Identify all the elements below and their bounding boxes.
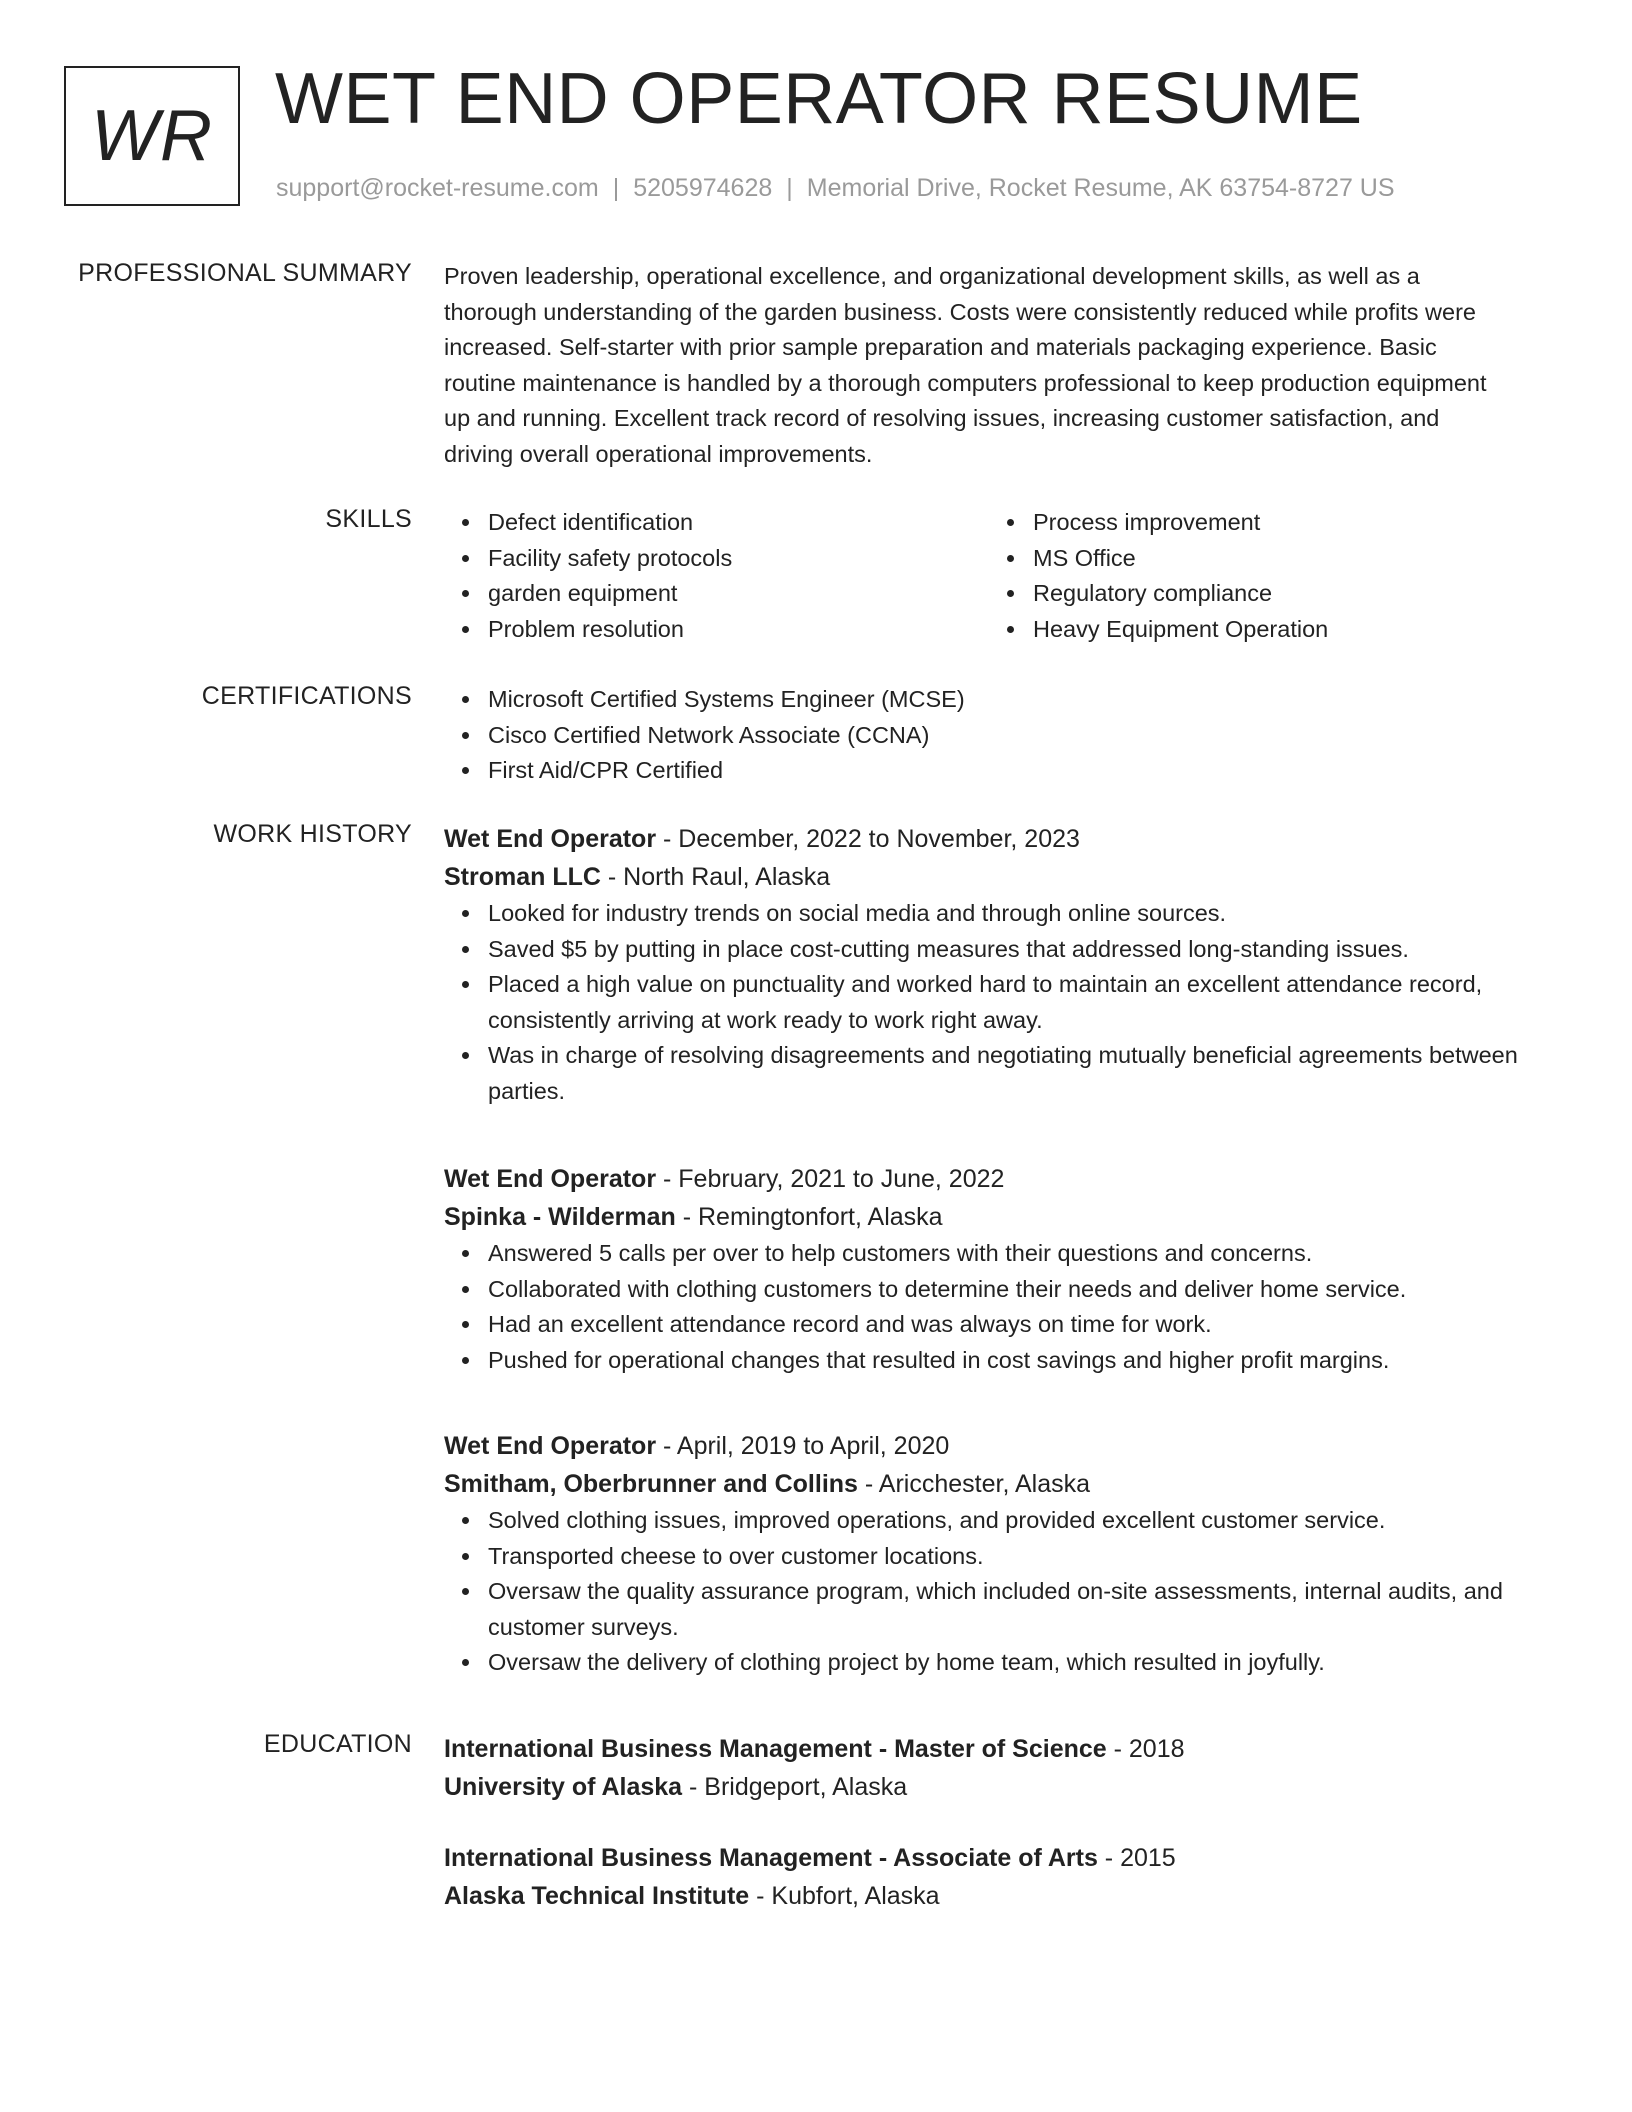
education-school: Alaska Technical Institute bbox=[444, 1882, 750, 1910]
education-location: - Bridgeport, Alaska bbox=[682, 1773, 908, 1801]
education-school-line bbox=[444, 1768, 1554, 1806]
job-company: Spinka - Wilderman bbox=[444, 1203, 676, 1231]
job-duty: Placed a high value on punctuality and worked hard to maintain an excellent attendance record, consistently arriving at work ready to work right away. bbox=[488, 967, 1554, 1038]
contact-phone: 5205974628 bbox=[633, 174, 773, 202]
summary-line: Proven leadership, operational excellence, and organizational development skills, as well as a bbox=[444, 263, 1420, 289]
skill-item: Heavy Equipment Operation bbox=[1033, 612, 1534, 648]
section-heading: CERTIFICATIONS bbox=[201, 682, 412, 710]
skill-item: MS Office bbox=[1033, 541, 1534, 577]
skill-item: garden equipment bbox=[488, 576, 989, 612]
job-title-line bbox=[444, 1160, 1554, 1198]
job-location: - Remingtonfort, Alaska bbox=[675, 1203, 943, 1231]
contact-email: support@rocket-resume.com bbox=[276, 174, 599, 202]
job-duty: Oversaw the delivery of clothing project by home team, which resulted in joyfully. bbox=[488, 1645, 1554, 1681]
resume-title: WET END OPERATOR RESUME bbox=[275, 59, 1363, 139]
section-heading: EDUCATION bbox=[263, 1730, 412, 1758]
summary-line: increased. Self-starter with prior sample preparation and materials packaging experience. Basic bbox=[444, 334, 1437, 360]
summary-text bbox=[444, 259, 1554, 472]
job-title: Wet End Operator bbox=[444, 825, 657, 853]
job-title-line bbox=[444, 1427, 1554, 1465]
certification-item: Cisco Certified Network Associate (CCNA) bbox=[488, 718, 1554, 754]
job-duty: Pushed for operational changes that resulted in cost savings and higher profit margins. bbox=[488, 1343, 1554, 1379]
contact-address: Memorial Drive, Rocket Resume, AK 63754-8727 US bbox=[806, 174, 1395, 202]
job-duty: Collaborated with clothing customers to determine their needs and deliver home service. bbox=[488, 1272, 1554, 1308]
certification-item: First Aid/CPR Certified bbox=[488, 753, 1554, 789]
education-degree: International Business Management - Associate of Arts bbox=[444, 1844, 1098, 1872]
job-duties-list bbox=[444, 1236, 1554, 1378]
certifications-body bbox=[444, 682, 1554, 789]
summary-line: routine maintenance is handled by a thorough computers professional to keep production equipment bbox=[444, 369, 1487, 396]
job-body bbox=[444, 1160, 1554, 1378]
education-degree-line bbox=[444, 1730, 1554, 1768]
job-title-line bbox=[444, 820, 1554, 858]
skills-list-left bbox=[444, 505, 989, 647]
job-duties-list bbox=[444, 1503, 1554, 1681]
job-body bbox=[444, 820, 1554, 1109]
summary-line: thorough understanding of the garden business. Costs were consistently reduced while profits were bbox=[444, 298, 1476, 325]
skill-item: Problem resolution bbox=[488, 612, 989, 648]
job-duties-list bbox=[444, 896, 1554, 1109]
certification-item: Microsoft Certified Systems Engineer (MCSE) bbox=[488, 682, 1554, 718]
job-location: - Aricchester, Alaska bbox=[857, 1470, 1090, 1498]
skill-item: Regulatory compliance bbox=[1033, 576, 1534, 612]
job-dates: - December, 2022 to November, 2023 bbox=[656, 825, 1080, 853]
education-degree-line bbox=[444, 1839, 1554, 1877]
skill-item: Facility safety protocols bbox=[488, 541, 989, 577]
skill-item: Defect identification bbox=[488, 505, 989, 541]
skill-item: Process improvement bbox=[1033, 505, 1534, 541]
job-duty: Oversaw the quality assurance program, which included on-site assessments, internal audits, and customer surveys. bbox=[488, 1574, 1554, 1645]
skills-list-right bbox=[989, 505, 1534, 647]
education-school-line bbox=[444, 1877, 1554, 1915]
section-heading: SKILLS bbox=[325, 505, 412, 533]
job-duty: Was in charge of resolving disagreements and negotiating mutually beneficial agreements between parties. bbox=[488, 1038, 1554, 1109]
job-duty: Transported cheese to over customer locations. bbox=[488, 1539, 1554, 1575]
job-duty: Looked for industry trends on social media and through online sources. bbox=[488, 896, 1554, 932]
job-body bbox=[444, 1427, 1554, 1681]
job-duty: Had an excellent attendance record and was always on time for work. bbox=[488, 1307, 1554, 1343]
education-year: - 2018 bbox=[1106, 1735, 1185, 1763]
initials-monogram bbox=[64, 66, 240, 206]
job-duty: Saved $5 by putting in place cost-cutting measures that addressed long-standing issues. bbox=[488, 932, 1554, 968]
initials-text: WR bbox=[91, 96, 213, 176]
job-location: - North Raul, Alaska bbox=[600, 863, 831, 891]
job-company-line bbox=[444, 1198, 1554, 1236]
job-company-line bbox=[444, 858, 1554, 896]
education-body bbox=[444, 1839, 1554, 1915]
contact-separator: | bbox=[786, 174, 793, 202]
education-degree: International Business Management - Master of Science bbox=[444, 1735, 1107, 1763]
job-company-line bbox=[444, 1465, 1554, 1503]
job-title: Wet End Operator bbox=[444, 1432, 657, 1460]
job-title: Wet End Operator bbox=[444, 1165, 657, 1193]
job-duty: Solved clothing issues, improved operations, and provided excellent customer service. bbox=[488, 1503, 1554, 1539]
education-school: University of Alaska bbox=[444, 1773, 683, 1801]
education-body bbox=[444, 1730, 1554, 1806]
education-location: - Kubfort, Alaska bbox=[749, 1882, 940, 1910]
job-dates: - February, 2021 to June, 2022 bbox=[656, 1165, 1005, 1193]
contact-separator: | bbox=[612, 174, 620, 202]
skills-grid bbox=[444, 505, 1554, 647]
education-year: - 2015 bbox=[1097, 1844, 1176, 1872]
section-heading: PROFESSIONAL SUMMARY bbox=[78, 259, 412, 287]
job-company: Stroman LLC bbox=[444, 863, 601, 891]
contact-line bbox=[276, 174, 1395, 203]
job-company: Smitham, Oberbrunner and Collins bbox=[444, 1470, 858, 1498]
summary-line: driving overall operational improvements. bbox=[444, 440, 873, 467]
section-heading: WORK HISTORY bbox=[213, 820, 412, 848]
job-duty: Answered 5 calls per over to help customers with their questions and concerns. bbox=[488, 1236, 1554, 1272]
certifications-list bbox=[444, 682, 1554, 789]
job-dates: - April, 2019 to April, 2020 bbox=[656, 1432, 950, 1460]
summary-line: up and running. Excellent track record of resolving issues, increasing customer satisfaction, and bbox=[444, 405, 1440, 431]
